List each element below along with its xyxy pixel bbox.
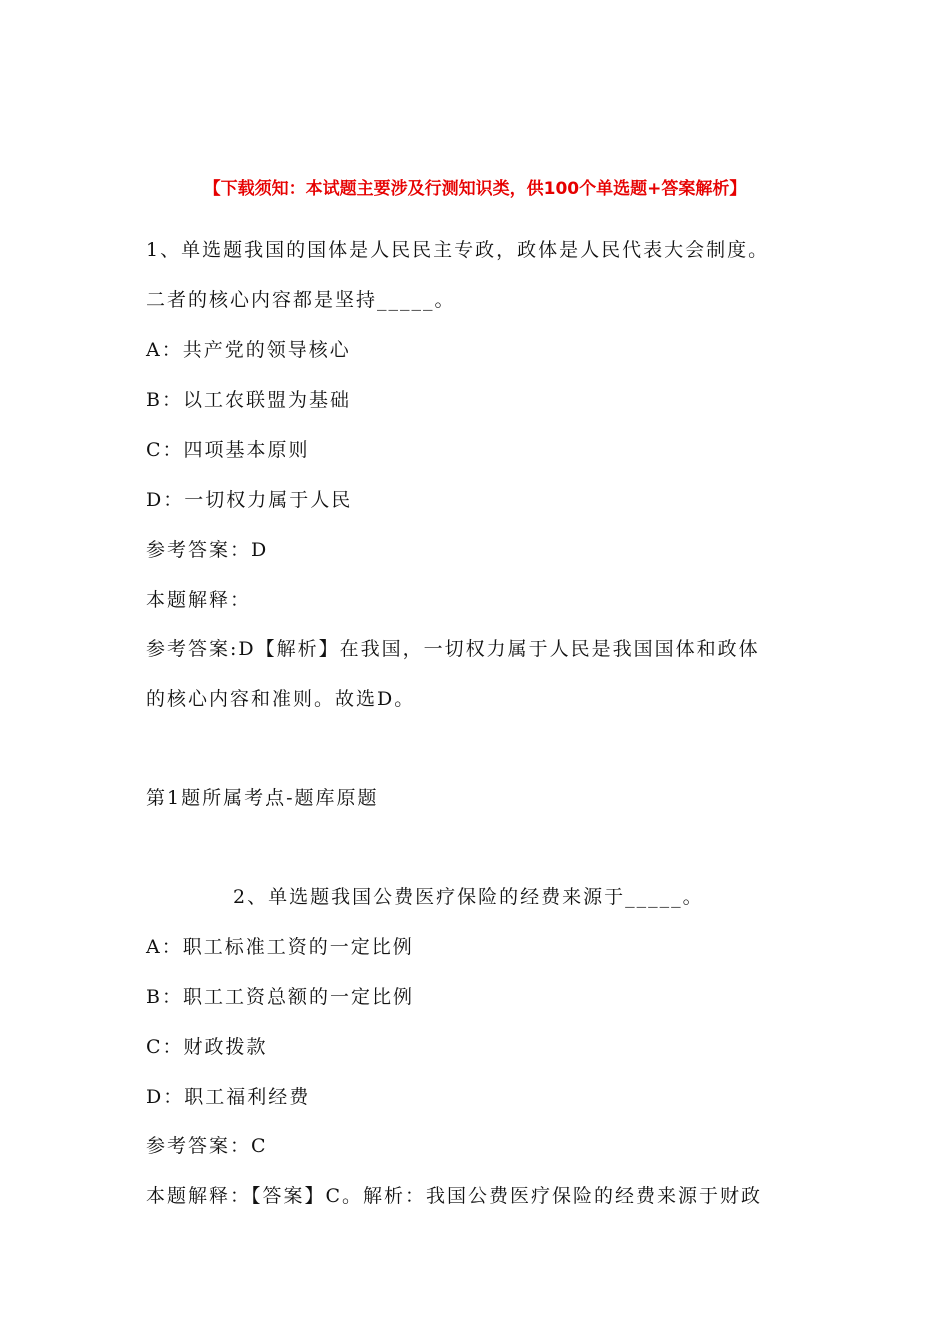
q1-option-c: C：四项基本原则 — [146, 439, 310, 461]
q1-explanation-line1: 参考答案:D【解析】在我国，一切权力属于人民是我国国体和政体 — [146, 638, 760, 660]
q1-option-b: B：以工农联盟为基础 — [146, 389, 351, 411]
q2-option-c: C：财政拨款 — [146, 1036, 268, 1058]
q2-explanation: 本题解释：【答案】C。解析：我国公费医疗保险的经费来源于财政 — [146, 1185, 763, 1207]
q2-option-d: D：职工福利经费 — [146, 1086, 311, 1108]
q2-option-a: A：职工标准工资的一定比例 — [146, 936, 414, 958]
q2-option-b: B：职工工资总额的一定比例 — [146, 986, 414, 1008]
q1-stem-line1: 1、单选题我国的国体是人民民主专政，政体是人民代表大会制度。 — [146, 239, 770, 261]
q2-stem: 2、单选题我国公费医疗保险的经费来源于_____。 — [233, 886, 704, 908]
q1-explanation-label: 本题解释： — [146, 589, 252, 611]
q1-answer: 参考答案：D — [146, 539, 269, 561]
q1-stem-line2: 二者的核心内容都是坚持_____。 — [146, 289, 456, 311]
download-notice: 【下载须知：本试题主要涉及行测知识类，供100个单选题+答案解析】 — [203, 179, 747, 199]
q1-option-d: D：一切权力属于人民 — [146, 489, 353, 511]
q1-explanation-line2: 的核心内容和准则。故选D。 — [146, 688, 416, 710]
q1-source: 第1题所属考点-题库原题 — [146, 787, 379, 809]
q1-option-a: A：共产党的领导核心 — [146, 339, 351, 361]
q2-answer: 参考答案：C — [146, 1135, 268, 1157]
